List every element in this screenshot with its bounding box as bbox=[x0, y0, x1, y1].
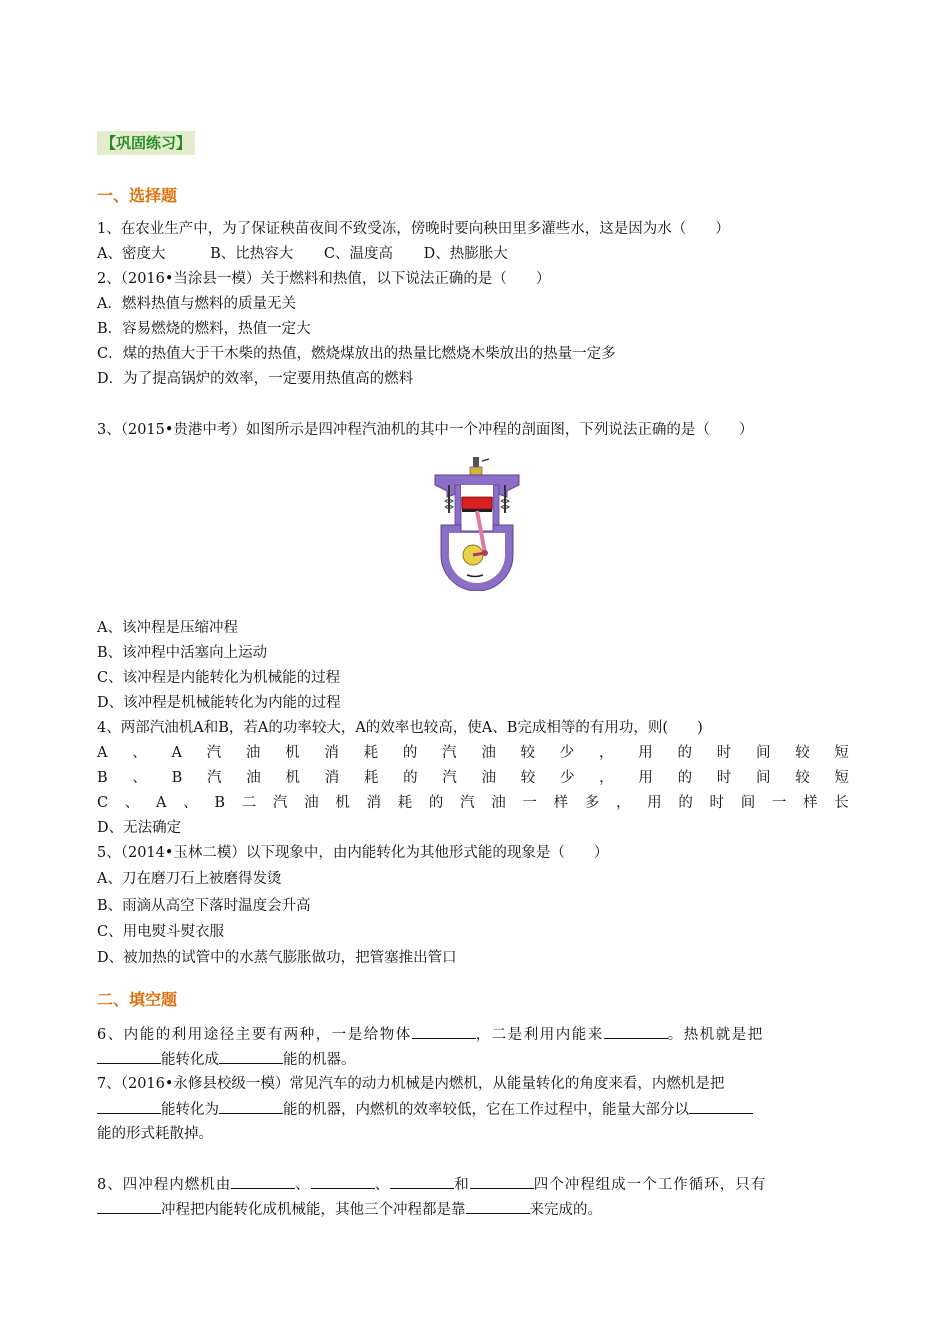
q5-option-d: D、被加热的试管中的水蒸气膨胀做功，把管塞推出管口 bbox=[97, 950, 457, 966]
q6-blank-2[interactable] bbox=[604, 1024, 668, 1039]
q2-option-a: A．燃料热值与燃料的质量无关 bbox=[97, 296, 296, 312]
q5-option-b: B、雨滴从高空下落时温度会升高 bbox=[97, 898, 311, 914]
q4-option-a: A 、 A 汽 油 机 消 耗 的 汽 油 较 少 ， 用 的 时 间 较 短 bbox=[97, 745, 849, 761]
q7-blank-2[interactable] bbox=[219, 1099, 283, 1114]
q5-option-c: C、用电熨斗熨衣服 bbox=[97, 924, 225, 940]
q7-line-3: 能的形式耗散掉。 bbox=[97, 1126, 213, 1142]
section-title-choice: 一、选择题 bbox=[97, 186, 178, 205]
q4-option-c: C 、 A 、 B 二 汽 油 机 消 耗 的 汽 油 一 样 多 ， 用 的 时 间 一 样 长 bbox=[97, 795, 849, 811]
q4-option-d: D、无法确定 bbox=[97, 820, 182, 836]
q1-option-c: C、温度高 bbox=[323, 246, 393, 262]
q8-blank-6[interactable] bbox=[466, 1199, 530, 1214]
q5-stem: 5、（2014•玉林二模）以下现象中，由内能转化为其他形式能的现象是（ ） bbox=[97, 845, 609, 861]
q5-option-a: A、刀在磨刀石上被磨得发烫 bbox=[97, 871, 282, 887]
q6-line-1: 6、内能的利用途径主要有两种，一是给物体 ，二是利用内能来 。热机就是把 bbox=[97, 1024, 764, 1045]
q4-stem: 4、两部汽油机A和B，若A的功率较大，A的效率也较高，使A、B完成相等的有用功，则( ) bbox=[97, 720, 703, 736]
q1-option-a: A、密度大 bbox=[97, 246, 166, 262]
q3-option-c: C、该冲程是内能转化为机械能的过程 bbox=[97, 670, 341, 686]
q6-blank-1[interactable] bbox=[412, 1024, 476, 1039]
q2-stem: 2、（2016•当涂县一模）关于燃料和热值，以下说法正确的是（ ） bbox=[97, 271, 551, 287]
q8-line-2: 冲程把内能转化成机械能，其他三个冲程都是靠 来完成的。 bbox=[97, 1199, 602, 1220]
q8-blank-3[interactable] bbox=[390, 1174, 454, 1189]
q8-line-1: 8、四冲程内燃机由 、 、 和 四个冲程组成一个工作循环，只有 bbox=[97, 1174, 766, 1195]
q3-option-b: B、该冲程中活塞向上运动 bbox=[97, 645, 268, 661]
piston bbox=[462, 497, 492, 509]
q1-options bbox=[97, 244, 508, 264]
section-title-fill: 二、填空题 bbox=[97, 990, 178, 1009]
q1-option-d: D、热膨胀大 bbox=[423, 246, 508, 262]
q4-option-b: B 、 B 汽 油 机 消 耗 的 汽 油 较 少 ， 用 的 时 间 较 短 bbox=[97, 770, 849, 786]
q2-option-b: B．容易燃烧的燃料，热值一定大 bbox=[97, 321, 311, 337]
q7-blank-3[interactable] bbox=[689, 1099, 753, 1114]
engine-diagram bbox=[427, 455, 529, 591]
q3-stem: 3、（2015•贵港中考）如图所示是四冲程汽油机的其中一个冲程的剖面图，下列说法正确的是（ ） bbox=[97, 422, 754, 438]
q8-blank-4[interactable] bbox=[470, 1174, 534, 1189]
q3-option-a: A、该冲程是压缩冲程 bbox=[97, 620, 238, 636]
q7-line-1: 7、（2016•永修县校级一模）常见汽车的动力机械是内燃机，从能量转化的角度来看，内燃机是把 bbox=[97, 1076, 725, 1092]
q2-option-d: D．为了提高锅炉的效率，一定要用热值高的燃料 bbox=[97, 371, 414, 387]
q8-blank-1[interactable] bbox=[231, 1174, 295, 1189]
q8-blank-2[interactable] bbox=[311, 1174, 375, 1189]
q1-stem: 1、在农业生产中，为了保证秧苗夜间不致受冻，傍晚时要向秧田里多灌些水，这是因为水（ ） bbox=[97, 221, 730, 237]
q6-blank-4[interactable] bbox=[219, 1049, 283, 1064]
q2-option-c: C．煤的热值大于干木柴的热值，燃烧煤放出的热量比燃烧木柴放出的热量一定多 bbox=[97, 346, 616, 362]
q6-line-2: 能转化成 能的机器。 bbox=[97, 1049, 356, 1070]
q7-blank-1[interactable] bbox=[97, 1099, 161, 1114]
q6-blank-3[interactable] bbox=[97, 1049, 161, 1064]
section-tag: 【巩固练习】 bbox=[97, 131, 195, 155]
q7-line-2: 能转化为 能的机器，内燃机的效率较低，它在工作过程中，能量大部分以 bbox=[97, 1099, 753, 1120]
q8-blank-5[interactable] bbox=[97, 1199, 161, 1214]
q1-option-b: B、比热容大 bbox=[210, 246, 294, 262]
q3-option-d: D、该冲程是机械能转化为内能的过程 bbox=[97, 695, 341, 711]
